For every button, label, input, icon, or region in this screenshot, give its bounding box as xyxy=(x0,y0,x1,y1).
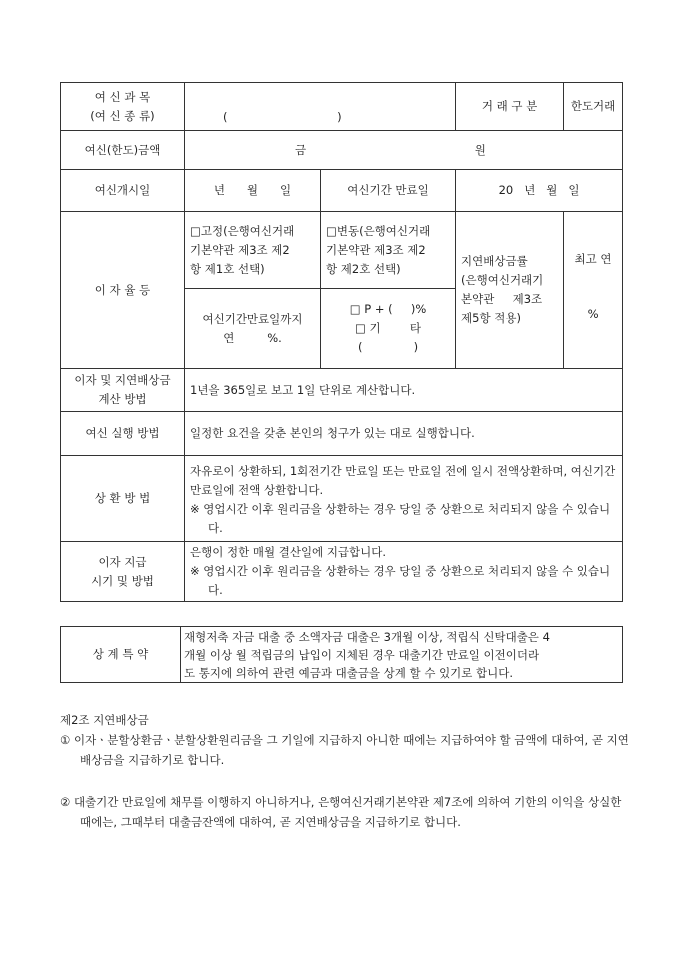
offset-line1: 재형저축 자금 대출 중 소액자금 대출은 3개월 이상, 적립식 신탁대출은 4 xyxy=(184,629,550,644)
offset-line2: 개월 이상 월 적립금의 납입이 지체된 경우 대출기간 만료일 이전이더라 xyxy=(184,647,540,662)
calc-method-label-line1: 이자 및 지연배상금 xyxy=(74,373,171,387)
offset-table xyxy=(60,626,623,683)
repay-method-line1: 자유로이 상환하되, 1회전기간 만료일 또는 만료일 전에 일시 전액상환하며, 여신기간 만료일에 전액 상환합니다. xyxy=(190,463,616,497)
row-exec-method xyxy=(61,412,623,456)
variable-rate-line3: 항 제2호 선택) xyxy=(326,261,401,276)
exec-method-value: 일정한 요건을 갖춘 본인의 청구가 있는 대로 실행합니다. xyxy=(185,412,623,456)
offset-value xyxy=(181,627,623,683)
offset-label: 상 계 특 약 xyxy=(61,627,181,683)
loan-subject-value[interactable]: ( ) xyxy=(185,83,456,131)
row-loan-amount xyxy=(61,131,623,170)
article2-item2: ② 대출기간 만료일에 채무를 이행하지 아니하거나, 은행여신거래기본약관 제7조에 의하여 기한의 이익을 상실한 때에는, 그때부터 대출금잔액에 대하여, 곧 지연배상금을 지급하기로 합니다. xyxy=(60,795,622,829)
late-rate-max-label: 최고 연 xyxy=(574,252,612,266)
repay-method-label: 상 환 방 법 xyxy=(61,456,185,542)
late-rate-label xyxy=(456,212,564,369)
exec-method-label: 여신 실행 방법 xyxy=(61,412,185,456)
maturity-date-label: 여신기간 만료일 xyxy=(321,170,456,212)
row-loan-dates xyxy=(61,170,623,212)
variable-rate-option[interactable] xyxy=(321,212,456,289)
calc-method-label xyxy=(61,369,185,412)
variable-rate-other: □ 기 타 xyxy=(355,321,421,335)
late-rate-line3: 본약관 제3조 xyxy=(461,292,543,306)
row-interest-payment xyxy=(61,542,623,602)
variable-rate-line2: 기본약관 제3조 제2 xyxy=(326,242,426,257)
row-loan-subject xyxy=(61,83,623,131)
row-interest-rate-upper xyxy=(61,212,623,289)
maturity-date-value[interactable]: 20 년 월 일 xyxy=(456,170,623,212)
interest-payment-label-line1: 이자 지급 xyxy=(98,554,147,569)
calc-method-label-line2: 계산 방법 xyxy=(98,392,147,406)
trade-type-label: 거 래 구 분 xyxy=(456,83,564,131)
variable-rate-value[interactable] xyxy=(321,289,456,369)
fixed-rate-line1: □고정(은행여신거래 xyxy=(190,223,295,238)
interest-payment-label-line2: 시기 및 방법 xyxy=(91,573,154,588)
late-rate-line2: (은행여신거래기 xyxy=(461,273,544,287)
calc-method-value: 1년을 365일로 보고 1일 단위로 계산합니다. xyxy=(185,369,623,412)
trade-type-value[interactable]: 한도거래 xyxy=(564,83,623,131)
repay-method-note: ※ 영업시간 이후 원리금을 상환하는 경우 당일 중 상환으로 처리되지 않을 수 있습니다. xyxy=(190,501,611,535)
interest-payment-value xyxy=(185,542,623,602)
late-rate-max-unit: % xyxy=(587,307,599,321)
offset-line3: 도 통지에 의하여 관련 예금과 대출금을 상계 할 수 있기로 합니다. xyxy=(184,665,514,680)
variable-rate-prime: □ P + ( )% xyxy=(349,302,427,316)
loan-amount-label: 여신(한도)금액 xyxy=(61,131,185,170)
loan-amount-value[interactable] xyxy=(185,131,623,170)
late-rate-line4: 제5항 적용) xyxy=(461,311,521,325)
late-rate-line1: 지연배상금률 xyxy=(461,254,528,268)
amount-unit: 원 xyxy=(474,142,486,157)
row-repay-method xyxy=(61,456,623,542)
loan-subject-label xyxy=(61,83,185,131)
loan-subject-label-line1: 여 신 과 목 xyxy=(94,89,151,104)
fixed-rate-value[interactable] xyxy=(185,289,321,369)
interest-payment-line1: 은행이 정한 매월 결산일에 지급합니다. xyxy=(190,545,387,559)
article2-item1: ① 이자ㆍ분할상환금ㆍ분할상환원리금을 그 기일에 지급하지 아니한 때에는 지급하여야 할 금액에 대하여, 곧 지연배상금을 지급하기로 합니다. xyxy=(60,733,629,767)
loan-terms-table xyxy=(60,82,623,602)
loan-start-date[interactable]: 년 월 일 xyxy=(185,170,321,212)
article2-title: 제2조 지연배상금 xyxy=(60,713,149,727)
loan-subject-label-line2: (여 신 종 류) xyxy=(90,108,155,123)
variable-rate-line1: □변동(은행여신거래 xyxy=(326,223,431,238)
interest-payment-note: ※ 영업시간 이후 원리금을 상환하는 경우 당일 중 상환으로 처리되지 않을 수 있습니다. xyxy=(190,564,611,597)
repay-method-value xyxy=(185,456,623,542)
late-rate-max[interactable] xyxy=(564,212,623,369)
loan-start-label: 여신개시일 xyxy=(61,170,185,212)
interest-rate-label: 이 자 율 등 xyxy=(61,212,185,369)
fixed-rate-option[interactable] xyxy=(185,212,321,289)
variable-rate-other-value: ( ) xyxy=(357,340,419,354)
row-offset xyxy=(61,627,623,683)
fixed-rate-line2: 기본약관 제3조 제2 xyxy=(190,242,290,257)
fixed-rate-value-line2: 연 %. xyxy=(223,330,282,345)
fixed-rate-value-line1: 여신기간만료일까지 xyxy=(202,311,303,326)
row-calc-method xyxy=(61,369,623,412)
amount-currency: 금 xyxy=(295,142,307,157)
fixed-rate-line3: 항 제1호 선택) xyxy=(190,261,265,276)
interest-payment-label xyxy=(61,542,185,602)
